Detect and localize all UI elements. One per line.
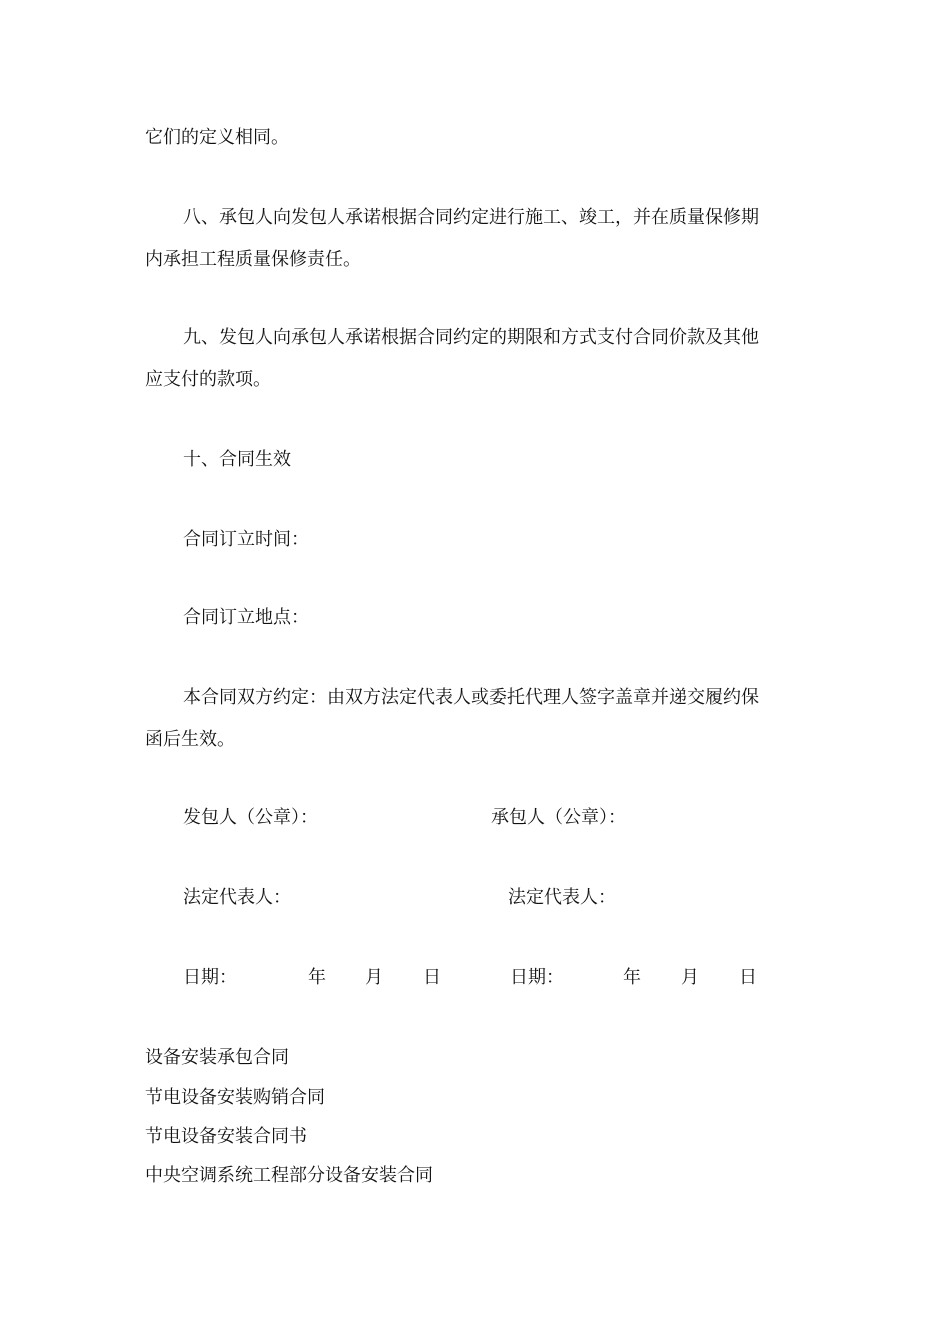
effect-clause-line-1: 本合同双方约定：由双方法定代表人或委托代理人签字盖章并递交履约保 [183, 687, 759, 708]
employer-date-month: 月 [365, 967, 383, 988]
related-doc-link[interactable]: 节电设备安装合同书 [145, 1126, 307, 1147]
contract-sign-place: 合同订立地点： [183, 607, 309, 628]
contractor-date-month: 月 [681, 967, 699, 988]
related-doc-link[interactable]: 中央空调系统工程部分设备安装合同 [145, 1165, 433, 1186]
clause-9-line-1: 九、发包人向承包人承诺根据合同约定的期限和方式支付合同价款及其他 [183, 327, 759, 348]
contractor-legal-rep-label: 法定代表人： [508, 887, 616, 908]
employer-date-year: 年 [308, 967, 326, 988]
contractor-seal-label: 承包人（公章）： [491, 807, 626, 828]
clause-9-line-2: 应支付的款项。 [145, 369, 271, 390]
contract-sign-time: 合同订立时间： [183, 529, 309, 550]
related-doc-link[interactable]: 设备安装承包合同 [145, 1047, 289, 1068]
contractor-date-day: 日 [739, 967, 757, 988]
clause-8-line-2: 内承担工程质量保修责任。 [145, 249, 361, 270]
paragraph-continuation: 它们的定义相同。 [145, 127, 289, 148]
related-doc-link[interactable]: 节电设备安装购销合同 [145, 1087, 325, 1108]
effect-clause-line-2: 函后生效。 [145, 729, 235, 750]
contractor-date-year: 年 [623, 967, 641, 988]
employer-date-day: 日 [423, 967, 441, 988]
contractor-date-label: 日期： [510, 967, 564, 988]
clause-10-heading: 十、合同生效 [183, 449, 291, 470]
employer-seal-label: 发包人（公章）： [183, 807, 318, 828]
employer-legal-rep-label: 法定代表人： [183, 887, 291, 908]
employer-date-label: 日期： [183, 967, 237, 988]
clause-8-line-1: 八、承包人向发包人承诺根据合同约定进行施工、竣工，并在质量保修期 [183, 207, 759, 228]
